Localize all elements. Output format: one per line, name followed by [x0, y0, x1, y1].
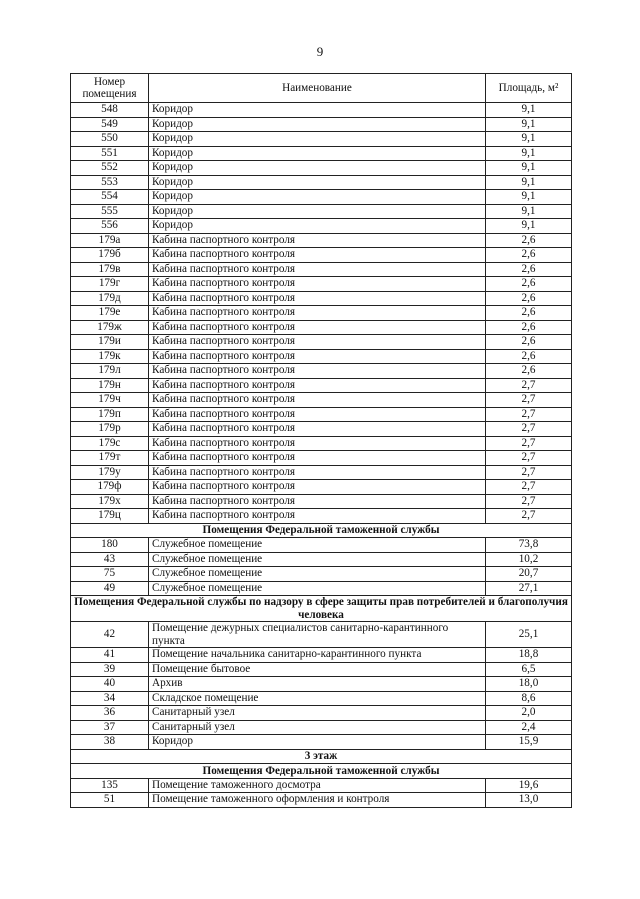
- table-row: [71, 146, 572, 161]
- room-number-cell: 179т: [71, 451, 149, 466]
- room-area-cell: 73,8: [486, 538, 572, 553]
- room-name-cell: Кабина паспортного контроля: [149, 509, 486, 524]
- room-number-cell: 37: [71, 720, 149, 735]
- room-number-cell: 34: [71, 691, 149, 706]
- table-row: [71, 567, 572, 582]
- room-number-cell: 551: [71, 146, 149, 161]
- table-row: [71, 436, 572, 451]
- room-name-cell: Коридор: [149, 117, 486, 132]
- room-name-cell: Служебное помещение: [149, 581, 486, 596]
- table-row: [71, 422, 572, 437]
- room-number-cell: 549: [71, 117, 149, 132]
- table-row: [71, 204, 572, 219]
- room-area-cell: 2,6: [486, 291, 572, 306]
- room-area-cell: 8,6: [486, 691, 572, 706]
- table-row: [71, 622, 572, 648]
- room-number-cell: 39: [71, 662, 149, 677]
- table-row: [71, 706, 572, 721]
- room-name-cell: Кабина паспортного контроля: [149, 436, 486, 451]
- table-row: [71, 451, 572, 466]
- table-row: [71, 291, 572, 306]
- table-row: [71, 691, 572, 706]
- room-area-cell: 15,9: [486, 735, 572, 750]
- room-area-cell: 2,7: [486, 480, 572, 495]
- table-row: [71, 277, 572, 292]
- room-area-cell: 2,0: [486, 706, 572, 721]
- section-title: Помещения Федеральной службы по надзору в сфере защиты прав потребителей и благополучия человека: [71, 596, 572, 622]
- room-name-cell: Служебное помещение: [149, 567, 486, 582]
- table-header-row: [71, 74, 572, 103]
- room-number-cell: 179а: [71, 233, 149, 248]
- rooms-table: [70, 73, 572, 808]
- room-area-cell: 6,5: [486, 662, 572, 677]
- section-title: Помещения Федеральной таможенной службы: [71, 764, 572, 779]
- room-number-cell: 179ц: [71, 509, 149, 524]
- room-name-cell: Кабина паспортного контроля: [149, 364, 486, 379]
- room-number-cell: 179п: [71, 407, 149, 422]
- room-area-cell: 2,6: [486, 262, 572, 277]
- room-number-cell: 179у: [71, 465, 149, 480]
- room-area-cell: 2,6: [486, 233, 572, 248]
- table-row: [71, 552, 572, 567]
- table-row: [71, 190, 572, 205]
- section-header-row: [71, 596, 572, 622]
- room-number-cell: 179и: [71, 335, 149, 350]
- room-number-cell: 179л: [71, 364, 149, 379]
- table-row: [71, 364, 572, 379]
- room-name-cell: Кабина паспортного контроля: [149, 320, 486, 335]
- room-name-cell: Помещение таможенного оформления и контроля: [149, 793, 486, 808]
- room-number-cell: 548: [71, 103, 149, 118]
- room-area-cell: 2,6: [486, 364, 572, 379]
- room-name-cell: Кабина паспортного контроля: [149, 277, 486, 292]
- table-row: [71, 349, 572, 364]
- room-area-cell: 2,7: [486, 393, 572, 408]
- room-number-cell: 49: [71, 581, 149, 596]
- room-area-cell: 2,6: [486, 349, 572, 364]
- room-area-cell: 2,7: [486, 422, 572, 437]
- room-area-cell: 18,8: [486, 648, 572, 663]
- room-area-cell: 18,0: [486, 677, 572, 692]
- room-number-cell: 51: [71, 793, 149, 808]
- room-number-cell: 179х: [71, 494, 149, 509]
- table-row: [71, 509, 572, 524]
- room-name-cell: Служебное помещение: [149, 552, 486, 567]
- table-row: [71, 306, 572, 321]
- room-number-cell: 552: [71, 161, 149, 176]
- table-row: [71, 735, 572, 750]
- room-number-cell: 179ж: [71, 320, 149, 335]
- room-number-cell: 179б: [71, 248, 149, 263]
- table-body: [71, 103, 572, 808]
- room-name-cell: Помещение дежурных специалистов санитарно-карантинного пункта: [149, 622, 486, 648]
- table-row: [71, 335, 572, 350]
- room-number-cell: 75: [71, 567, 149, 582]
- table-row: [71, 132, 572, 147]
- room-name-cell: Коридор: [149, 735, 486, 750]
- room-area-cell: 9,1: [486, 175, 572, 190]
- room-area-cell: 2,7: [486, 465, 572, 480]
- room-name-cell: Санитарный узел: [149, 706, 486, 721]
- room-area-cell: 19,6: [486, 778, 572, 793]
- table-row: [71, 662, 572, 677]
- room-number-cell: 553: [71, 175, 149, 190]
- room-number-cell: 556: [71, 219, 149, 234]
- table-row: [71, 262, 572, 277]
- room-name-cell: Кабина паспортного контроля: [149, 451, 486, 466]
- room-area-cell: 9,1: [486, 219, 572, 234]
- table-row: [71, 538, 572, 553]
- room-area-cell: 2,6: [486, 248, 572, 263]
- table-row: [71, 219, 572, 234]
- section-title: 3 этаж: [71, 749, 572, 764]
- room-number-cell: 179е: [71, 306, 149, 321]
- room-area-cell: 2,6: [486, 335, 572, 350]
- table-row: [71, 480, 572, 495]
- room-name-cell: Помещение таможенного досмотра: [149, 778, 486, 793]
- room-area-cell: 25,1: [486, 622, 572, 648]
- room-name-cell: Коридор: [149, 190, 486, 205]
- room-number-cell: 179с: [71, 436, 149, 451]
- room-number-cell: 179к: [71, 349, 149, 364]
- table-row: [71, 793, 572, 808]
- room-name-cell: Помещение бытовое: [149, 662, 486, 677]
- room-area-cell: 27,1: [486, 581, 572, 596]
- room-number-cell: 550: [71, 132, 149, 147]
- room-name-cell: Санитарный узел: [149, 720, 486, 735]
- section-header-row: [71, 523, 572, 538]
- table-row: [71, 117, 572, 132]
- table-row: [71, 778, 572, 793]
- room-name-cell: Кабина паспортного контроля: [149, 349, 486, 364]
- room-area-cell: 2,7: [486, 407, 572, 422]
- room-number-cell: 554: [71, 190, 149, 205]
- table-row: [71, 581, 572, 596]
- room-name-cell: Кабина паспортного контроля: [149, 465, 486, 480]
- table-row: [71, 161, 572, 176]
- room-number-cell: 179в: [71, 262, 149, 277]
- room-area-cell: 2,6: [486, 277, 572, 292]
- room-area-cell: 9,1: [486, 132, 572, 147]
- header-room-number: Номер помещения: [71, 74, 149, 103]
- room-area-cell: 9,1: [486, 146, 572, 161]
- room-name-cell: Кабина паспортного контроля: [149, 291, 486, 306]
- room-number-cell: 555: [71, 204, 149, 219]
- table-row: [71, 175, 572, 190]
- table-row: [71, 393, 572, 408]
- room-area-cell: 2,7: [486, 509, 572, 524]
- room-name-cell: Кабина паспортного контроля: [149, 494, 486, 509]
- room-area-cell: 2,6: [486, 306, 572, 321]
- room-name-cell: Кабина паспортного контроля: [149, 378, 486, 393]
- room-area-cell: 2,7: [486, 494, 572, 509]
- room-name-cell: Кабина паспортного контроля: [149, 306, 486, 321]
- room-area-cell: 2,7: [486, 378, 572, 393]
- room-area-cell: 2,7: [486, 436, 572, 451]
- room-name-cell: Кабина паспортного контроля: [149, 480, 486, 495]
- room-number-cell: 135: [71, 778, 149, 793]
- room-number-cell: 179д: [71, 291, 149, 306]
- page-number: 9: [316, 44, 324, 59]
- room-name-cell: Коридор: [149, 132, 486, 147]
- room-area-cell: 10,2: [486, 552, 572, 567]
- room-name-cell: Кабина паспортного контроля: [149, 335, 486, 350]
- room-number-cell: 179ф: [71, 480, 149, 495]
- room-name-cell: Складское помещение: [149, 691, 486, 706]
- room-name-cell: Коридор: [149, 219, 486, 234]
- room-name-cell: Кабина паспортного контроля: [149, 233, 486, 248]
- table-row: [71, 248, 572, 263]
- room-number-cell: 179ч: [71, 393, 149, 408]
- room-name-cell: Коридор: [149, 103, 486, 118]
- header-room-name: Наименование: [149, 74, 486, 103]
- room-name-cell: Служебное помещение: [149, 538, 486, 553]
- room-name-cell: Помещение начальника санитарно-карантинного пункта: [149, 648, 486, 663]
- room-number-cell: 179н: [71, 378, 149, 393]
- room-number-cell: 41: [71, 648, 149, 663]
- header-room-area: Площадь, м²: [486, 74, 572, 103]
- room-name-cell: Кабина паспортного контроля: [149, 248, 486, 263]
- room-number-cell: 38: [71, 735, 149, 750]
- section-header-row: [71, 749, 572, 764]
- room-area-cell: 9,1: [486, 204, 572, 219]
- room-name-cell: Коридор: [149, 175, 486, 190]
- room-number-cell: 36: [71, 706, 149, 721]
- room-number-cell: 42: [71, 622, 149, 648]
- room-number-cell: 179г: [71, 277, 149, 292]
- room-name-cell: Коридор: [149, 161, 486, 176]
- table-row: [71, 648, 572, 663]
- room-area-cell: 2,4: [486, 720, 572, 735]
- table-row: [71, 494, 572, 509]
- room-area-cell: 2,7: [486, 451, 572, 466]
- table-row: [71, 378, 572, 393]
- section-title: Помещения Федеральной таможенной службы: [71, 523, 572, 538]
- room-number-cell: 180: [71, 538, 149, 553]
- room-number-cell: 40: [71, 677, 149, 692]
- room-name-cell: Коридор: [149, 146, 486, 161]
- room-area-cell: 20,7: [486, 567, 572, 582]
- table-row: [71, 320, 572, 335]
- room-area-cell: 9,1: [486, 190, 572, 205]
- table-row: [71, 465, 572, 480]
- room-area-cell: 2,6: [486, 320, 572, 335]
- room-area-cell: 9,1: [486, 117, 572, 132]
- table-row: [71, 407, 572, 422]
- table-row: [71, 233, 572, 248]
- room-number-cell: 179р: [71, 422, 149, 437]
- table-row: [71, 720, 572, 735]
- room-name-cell: Кабина паспортного контроля: [149, 407, 486, 422]
- table-row: [71, 103, 572, 118]
- room-number-cell: 43: [71, 552, 149, 567]
- room-name-cell: Кабина паспортного контроля: [149, 262, 486, 277]
- room-area-cell: 9,1: [486, 103, 572, 118]
- room-area-cell: 13,0: [486, 793, 572, 808]
- room-name-cell: Кабина паспортного контроля: [149, 393, 486, 408]
- room-area-cell: 9,1: [486, 161, 572, 176]
- section-header-row: [71, 764, 572, 779]
- room-name-cell: Архив: [149, 677, 486, 692]
- room-name-cell: Кабина паспортного контроля: [149, 422, 486, 437]
- table-row: [71, 677, 572, 692]
- room-name-cell: Коридор: [149, 204, 486, 219]
